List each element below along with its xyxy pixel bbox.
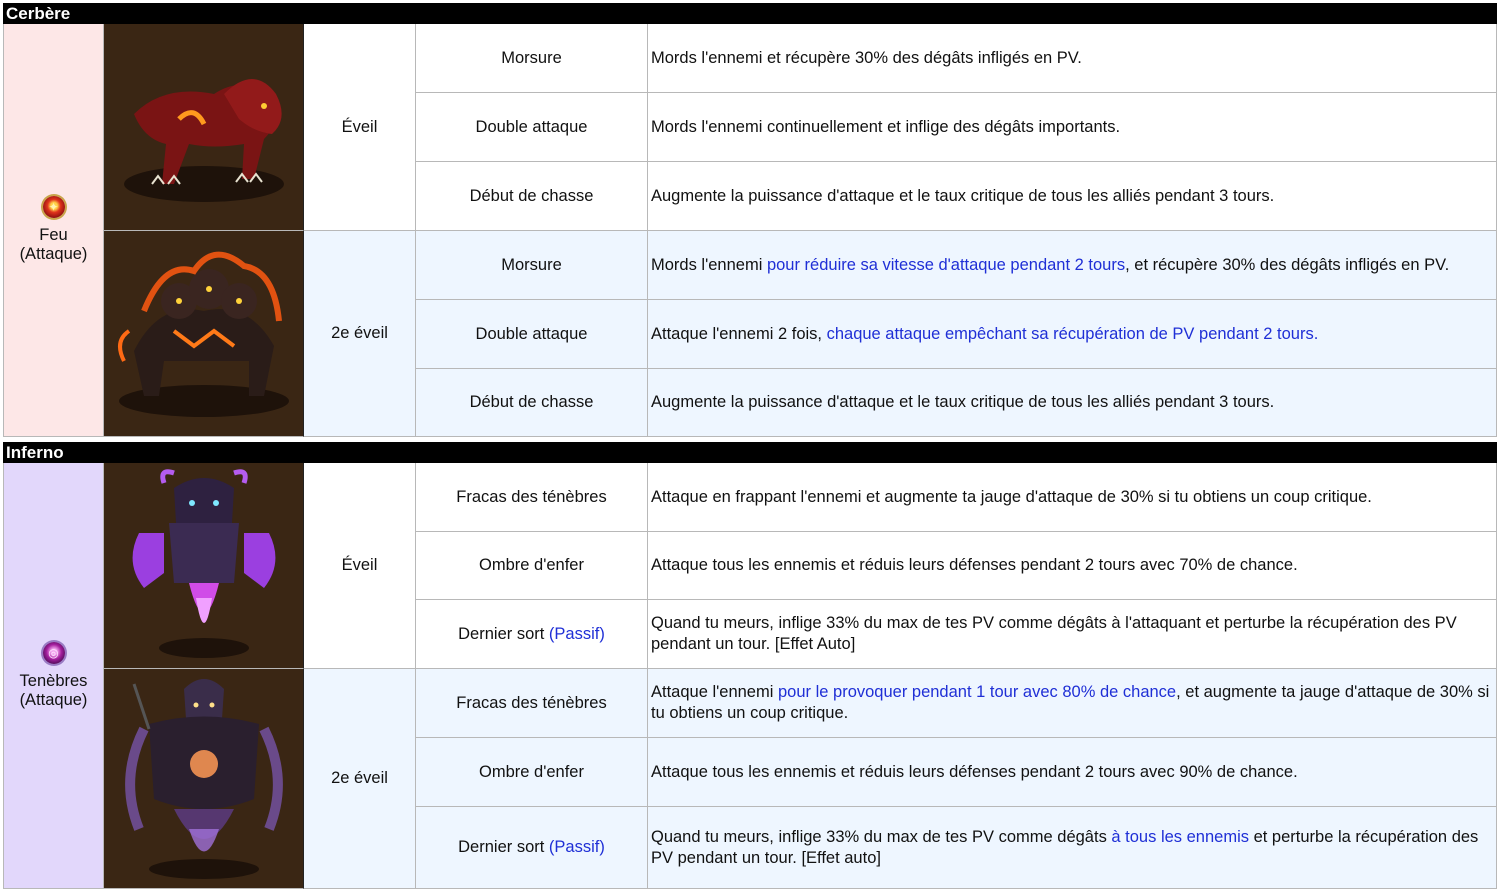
skill-description: Attaque tous les ennemis et réduis leurs défenses pendant 2 tours avec 90% de chance. xyxy=(648,738,1497,807)
dark-element-icon: ◎ xyxy=(43,642,65,664)
skill-description: Quand tu meurs, inflige 33% du max de tes PV comme dégâts à tous les ennemis et perturbe la récupération des PV pendant un tour. [Effet auto] xyxy=(648,807,1497,889)
skill-name: Début de chasse xyxy=(416,369,648,437)
section-cerbere xyxy=(3,3,1497,437)
skill-description: Mords l'ennemi continuellement et inflige des dégâts importants. xyxy=(648,93,1497,162)
skill-description: Mords l'ennemi pour réduire sa vitesse d'attaque pendant 2 tours, et récupère 30% des dégâts infligés en PV. xyxy=(648,231,1497,300)
skills-table xyxy=(3,24,1497,437)
section-title: Cerbère xyxy=(3,3,1497,24)
section-title: Inferno xyxy=(3,442,1497,463)
skill-name: Dernier sort (Passif) xyxy=(416,600,648,669)
skill-description: Attaque l'ennemi 2 fois, chaque attaque empêchant sa récupération de PV pendant 2 tours. xyxy=(648,300,1497,369)
passive-tag: (Passif) xyxy=(548,624,605,643)
skill-name: Morsure xyxy=(416,231,648,300)
skill-name: Fracas des ténèbres xyxy=(416,669,648,738)
highlight-text: chaque attaque empêchant sa récupération de PV pendant 2 tours. xyxy=(826,324,1319,343)
inferno-2e-eveil-portrait xyxy=(104,669,304,889)
cerbere-2e-eveil-portrait xyxy=(104,231,304,437)
passive-tag: (Passif) xyxy=(548,838,605,856)
attribute-cell xyxy=(3,24,104,437)
skill-name: Ombre d'enfer xyxy=(416,738,648,807)
skill-name: Fracas des ténèbres xyxy=(416,463,648,532)
attribute-role: (Attaque) xyxy=(19,690,88,709)
skill-name: Morsure xyxy=(416,24,648,93)
skill-description: Quand tu meurs, inflige 33% du max de tes PV comme dégâts à l'attaquant et perturbe la récupération des PV pendant un tour. [Effet Auto] xyxy=(648,600,1497,669)
section-inferno xyxy=(3,442,1497,889)
attribute-role: (Attaque) xyxy=(19,245,88,263)
inferno-eveil-portrait xyxy=(104,463,304,669)
skill-description: Augmente la puissance d'attaque et le taux critique de tous les alliés pendant 3 tours. xyxy=(648,369,1497,437)
skill-name: Double attaque xyxy=(416,300,648,369)
skill-name: Début de chasse xyxy=(416,162,648,231)
skill-description: Mords l'ennemi et récupère 30% des dégâts infligés en PV. xyxy=(648,24,1497,93)
stage-eveil: Éveil xyxy=(304,24,416,231)
cerbere-eveil-portrait xyxy=(104,24,304,231)
stage-2e-eveil: 2e éveil xyxy=(304,669,416,889)
stage-eveil: Éveil xyxy=(304,463,416,669)
attribute-label: Tenèbres xyxy=(19,671,88,690)
skill-description: Attaque tous les ennemis et réduis leurs défenses pendant 2 tours avec 70% de chance. xyxy=(648,532,1497,600)
skill-description: Attaque en frappant l'ennemi et augmente ta jauge d'attaque de 30% si tu obtiens un coup critique. xyxy=(648,463,1497,532)
fire-element-icon: ✦ xyxy=(43,196,65,218)
highlight-text: à tous les ennemis xyxy=(1111,827,1249,846)
skill-name: Double attaque xyxy=(416,93,648,162)
highlight-text: pour le provoquer pendant 1 tour avec 80% de chance xyxy=(777,683,1177,701)
skill-name: Dernier sort (Passif) xyxy=(416,807,648,889)
attribute-label: Feu xyxy=(39,226,68,244)
skills-table xyxy=(3,463,1497,889)
highlight-text: pour réduire sa vitesse d'attaque pendant 2 tours xyxy=(766,255,1126,274)
skill-description: Augmente la puissance d'attaque et le taux critique de tous les alliés pendant 3 tours. xyxy=(648,162,1497,231)
skill-name: Ombre d'enfer xyxy=(416,532,648,600)
stage-2e-eveil: 2e éveil xyxy=(304,231,416,437)
attribute-cell xyxy=(3,463,104,889)
skill-description: Attaque l'ennemi pour le provoquer pendant 1 tour avec 80% de chance, et augmente ta jauge d'attaque de 30% si tu obtiens un coup critique. xyxy=(648,669,1497,738)
